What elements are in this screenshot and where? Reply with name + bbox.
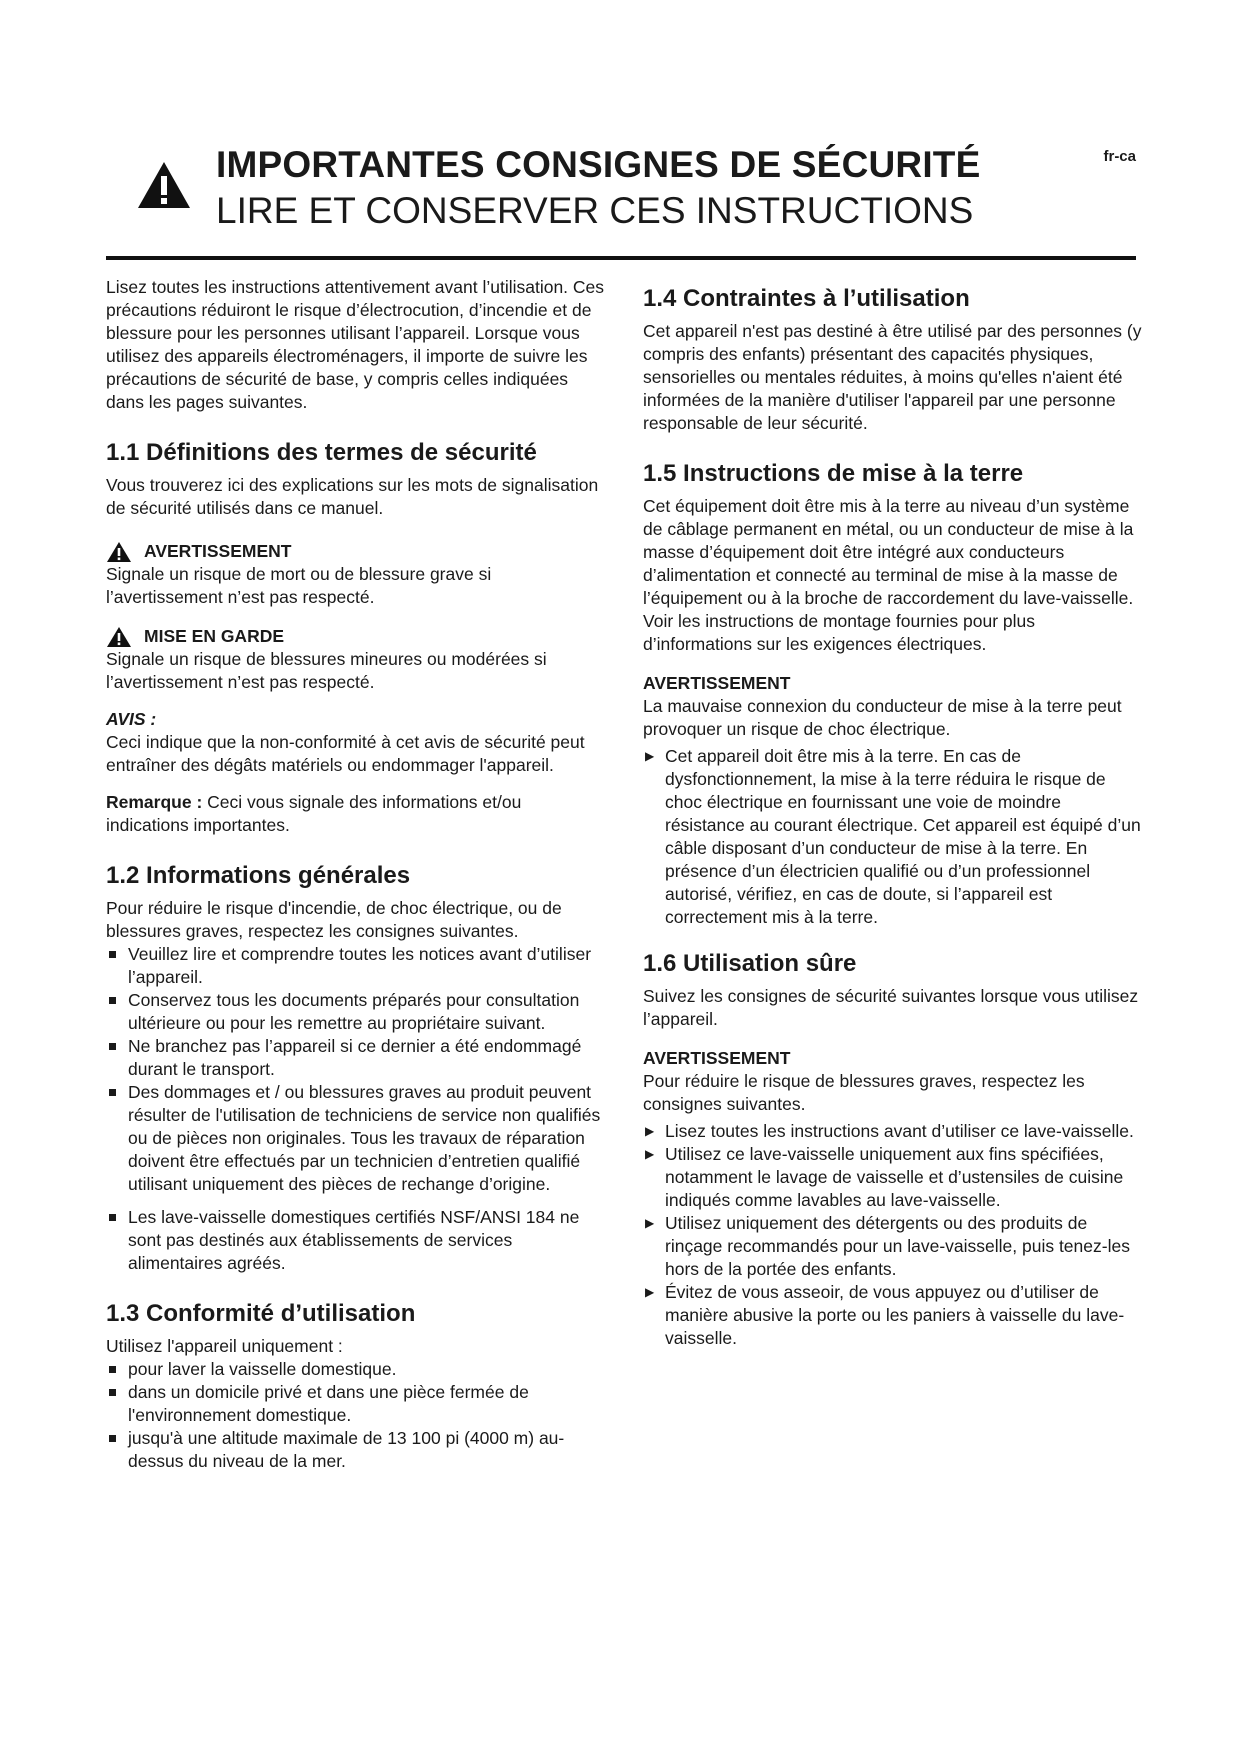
caution-label: MISE EN GARDE: [144, 626, 285, 646]
page-subtitle: LIRE ET CONSERVER CES INSTRUCTIONS: [216, 190, 974, 231]
general-info-list: [106, 943, 606, 1275]
section-1-3-text: Utilisez l'appareil uniquement :: [106, 1336, 343, 1356]
conformity-list: [106, 1358, 606, 1473]
section-1-1-text: Vous trouverez ici des explications sur les mots de signalisation de sécurité utilisés dans ce manuel.: [106, 475, 599, 518]
intro-paragraph: Lisez toutes les instructions attentivement avant l’utilisation. Ces précautions réduiront le risque d’électrocution, d’incendie et de blessure pour les personnes utilisant l’appareil. Lorsque vous utilisez des appareils électroménagers, il importe de suivre les précautions de sécurité de base, y compris celles indiquées dans les pages suivantes.: [106, 277, 605, 412]
bullet-arrow-icon: ▶: [645, 1124, 655, 1138]
list-item: pour laver la vaisselle domestique.: [106, 1358, 606, 1381]
list-item: Veuillez lire et comprendre toutes les notices avant d’utiliser l’appareil.: [106, 943, 606, 989]
warning-triangle-icon: [106, 541, 132, 563]
list-item: dans un domicile privé et dans une pièce fermée de l'environnement domestique.: [106, 1381, 606, 1427]
warning-signal-row: [106, 540, 606, 563]
section-1-5-title: 1.5 Instructions de mise à la terre: [643, 460, 1024, 487]
caution-definition: Signale un risque de blessures mineures ou modérées si l’avertissement n’est pas respecté.: [106, 649, 547, 692]
section-1-4-title: 1.4 Contraintes à l’utilisation: [643, 285, 970, 312]
section-1-4-text: Cet appareil n'est pas destiné à être utilisé par des personnes (y compris des enfants) présentant des capacités physiques, sensorielles ou mentales réduites, à moins qu'elles n'aient été informées de la manière d'utiliser l'appareil par une personne responsable de leur sécurité.: [643, 321, 1142, 433]
language-code: fr-ca: [1103, 148, 1136, 165]
list-item: ▶ Utilisez uniquement des détergents ou des produits de rinçage recommandés pour un lave-vaisselle, puis tenez-les hors de la portée des enfants.: [645, 1213, 1130, 1279]
bullet-arrow-icon: ▶: [645, 1216, 655, 1230]
bullet-arrow-icon: ▶: [645, 1147, 655, 1161]
grounding-warning-label: AVERTISSEMENT: [643, 673, 791, 693]
warning-definition: Signale un risque de mort ou de blessure grave si l’avertissement n’est pas respecté.: [106, 564, 492, 607]
section-1-5-text: Cet équipement doit être mis à la terre au niveau d’un système de câblage permanent en métal, ou un conducteur de mise à la masse d’équipement doit être intégré aux conducteurs d’alimentation et connecté au terminal de mise à la masse de l’équipement ou à la broche de raccordement du lave-vaisselle. Voir les instructions de montage fournies pour plus d’informations sur les exigences électriques.: [643, 496, 1134, 654]
list-item: ▶ Cet appareil doit être mis à la terre. En cas de dysfonctionnement, la mise à la terre réduira le risque de choc électrique en fournissant une voie de moindre résistance au courant électrique. Cet appareil est équipé d’un câble disposant d’un conducteur de mise à la terre. En présence d’un électricien qualifié ou d’un professionnel autorisé, vérifiez, en cas de doute, si l’appareil est correctement mis à la terre.: [645, 746, 1141, 927]
right-column: [643, 276, 1143, 1350]
list-item: jusqu'à une altitude maximale de 13 100 pi (4000 m) au-dessus du niveau de la mer.: [106, 1427, 606, 1473]
notice-definition: Ceci indique que la non-conformité à cet avis de sécurité peut entraîner des dégâts matériels ou endommager l'appareil.: [106, 732, 585, 775]
remark-text: Ceci vous signale des informations et/ou indications importantes.: [106, 792, 522, 835]
safe-use-warning-label: AVERTISSEMENT: [643, 1048, 791, 1068]
safe-use-warning-text: Pour réduire le risque de blessures graves, respectez les consignes suivantes.: [643, 1071, 1085, 1114]
caution-signal-row: [106, 625, 606, 648]
safe-use-list: [643, 1120, 1143, 1350]
list-item: ▶ Utilisez ce lave-vaisselle uniquement aux fins spécifiées, notamment le lavage de vaisselle et d’ustensiles de cuisine indiqués comme lavables au lave-vaisselle.: [645, 1144, 1124, 1210]
section-1-3-title: 1.3 Conformité d’utilisation: [106, 1300, 416, 1327]
page-header: [106, 138, 1136, 258]
list-item: Des dommages et / ou blessures graves au produit peuvent résulter de l'utilisation de techniciens de service non qualifiés ou de pièces non originales. Tous les travaux de réparation doivent être effectués par un technicien d’entretien qualifié utilisant uniquement des pièces de rechange d’origine.: [106, 1081, 606, 1196]
remark-paragraph: [106, 791, 606, 837]
list-item: Conservez tous les documents préparés pour consultation ultérieure ou pour les remettre au propriétaire suivant.: [106, 989, 606, 1035]
list-item: Ne branchez pas l’appareil si ce dernier a été endommagé durant le transport.: [106, 1035, 606, 1081]
section-1-2-text: Pour réduire le risque d'incendie, de choc électrique, ou de blessures graves, respectez les consignes suivantes.: [106, 898, 562, 941]
bullet-arrow-icon: ▶: [645, 749, 655, 763]
list-item: ▶ Lisez toutes les instructions avant d’utiliser ce lave-vaisselle.: [645, 1121, 1134, 1141]
page-title: IMPORTANTES CONSIGNES DE SÉCURITÉ: [216, 144, 981, 185]
section-1-1-title: 1.1 Définitions des termes de sécurité: [106, 439, 537, 466]
section-1-2-title: 1.2 Informations générales: [106, 862, 411, 889]
remark-label: Remarque :: [106, 792, 203, 812]
list-item: Les lave-vaisselle domestiques certifiés NSF/ANSI 184 ne sont pas destinés aux établissements de services alimentaires agréés.: [106, 1206, 606, 1275]
warning-triangle-icon: [106, 626, 132, 648]
section-1-6-title: 1.6 Utilisation sûre: [643, 950, 857, 977]
bullet-arrow-icon: ▶: [645, 1285, 655, 1299]
notice-label: AVIS :: [106, 709, 157, 729]
header-divider: [106, 256, 1136, 260]
list-item: ▶ Évitez de vous asseoir, de vous appuyez ou d’utiliser de manière abusive la porte ou les paniers à vaisselle du lave-vaisselle.: [645, 1282, 1125, 1348]
left-column: [106, 276, 606, 1473]
grounding-warning-text: La mauvaise connexion du conducteur de mise à la terre peut provoquer un risque de choc électrique.: [643, 696, 1122, 739]
warning-label: AVERTISSEMENT: [144, 541, 292, 561]
warning-triangle-icon: [136, 160, 192, 210]
grounding-list: [643, 745, 1143, 929]
section-1-6-text: Suivez les consignes de sécurité suivantes lorsque vous utilisez l’appareil.: [643, 986, 1139, 1029]
